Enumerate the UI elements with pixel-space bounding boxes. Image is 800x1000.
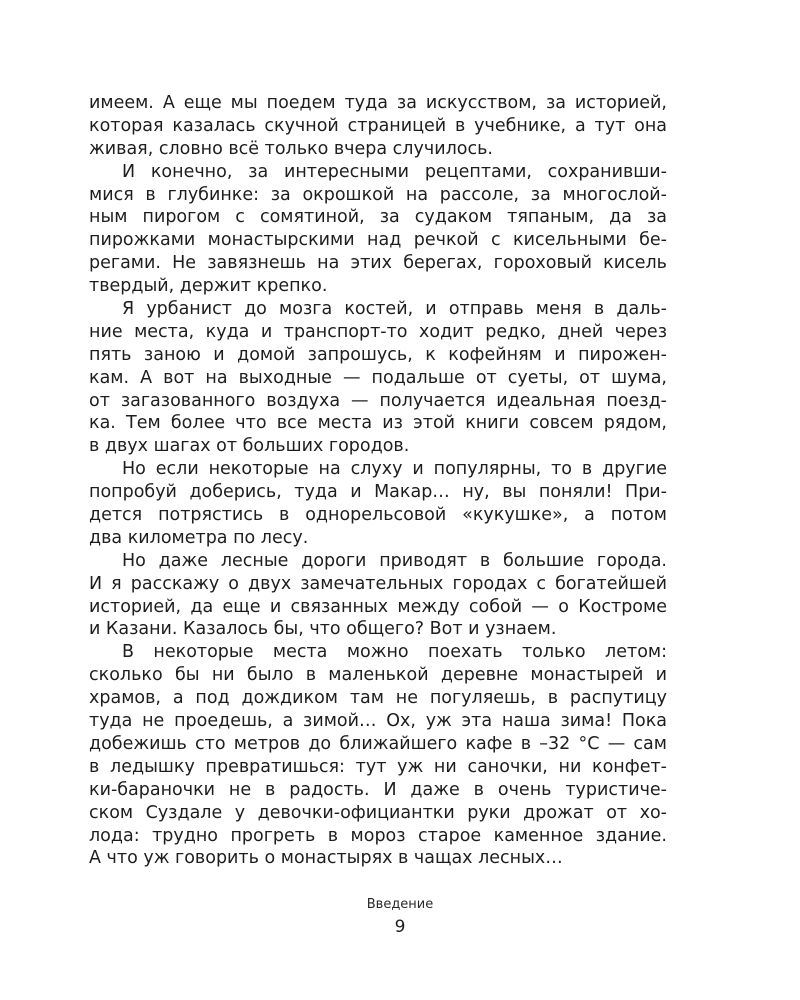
text-line: Но даже лесные дороги приводят в большие города.	[122, 550, 667, 571]
text-line: ние места, куда и транспорт-то ходит редко, дней через	[89, 321, 667, 342]
text-line: имеем. А еще мы поедем туда за искусством, за историей,	[89, 93, 667, 113]
text-line: дется потрястись в однорельсовой «кукушке», а потом	[89, 505, 667, 526]
paragraph	[89, 161, 667, 298]
page-body-text	[89, 92, 667, 870]
text-line: Я урбанист до мозга костей, и отправь меня в даль-	[122, 299, 667, 320]
text-line: И я расскажу о двух замечательных городах с богатейшей	[89, 573, 667, 594]
paragraph	[89, 550, 667, 642]
text-line: ки-бараночки не в радость. И даже в очень туристиче-	[89, 779, 667, 800]
text-line: попробуй доберись, туда и Макар… ну, вы поняли! При-	[89, 482, 667, 503]
text-line: твердый, держит крепко.	[89, 276, 328, 297]
text-line: в ледышку превратишься: тут уж ни саночки, ни конфет-	[89, 756, 667, 777]
text-line: пирожками монастырскими над речкой с кисельными бе-	[89, 230, 667, 251]
text-line: и Казани. Казалось бы, что общего? Вот и узнаем.	[89, 619, 557, 640]
text-line: ка. Тем более что все места из этой книги совсем рядом,	[89, 413, 667, 434]
paragraph	[89, 641, 667, 870]
paragraph	[89, 458, 667, 550]
text-line: ным пирогом с сомятиной, за судаком тяпаным, да за	[89, 207, 667, 228]
text-line: В некоторые места можно поехать только летом:	[122, 642, 667, 663]
running-footer-section: Введение	[366, 897, 434, 912]
text-line: от загазованного воздуха — получается идеальная поезд-	[89, 390, 667, 411]
text-line: регами. Не завязнешь на этих берегах, гороховый кисель	[89, 253, 667, 274]
text-line: ском Суздале у девочки-официантки руки дрожат от хо-	[89, 802, 667, 823]
paragraph	[89, 92, 667, 161]
text-line: пять заною и домой запрошусь, к кофейням и пирожен-	[89, 344, 667, 365]
text-line: которая казалась скучной страницей в учебнике, а тут она	[89, 115, 667, 136]
text-line: два километра по лесу.	[89, 527, 309, 548]
text-line: в двух шагах от больших городов.	[89, 436, 410, 457]
text-line: кам. А вот на выходные — подальше от суеты, от шума,	[89, 367, 667, 388]
text-line: живая, словно всё только вчера случилось.	[89, 138, 493, 159]
text-line: И конечно, за интересными рецептами, сохранивши-	[122, 161, 667, 182]
text-line: сколько бы ни было в маленькой деревне монастырей и	[89, 665, 667, 686]
page-number: 9	[394, 917, 406, 937]
paragraph	[89, 298, 667, 458]
text-line: мися в глубинке: за окрошкой на рассоле, за многослой-	[89, 184, 667, 205]
text-line: туда не проедешь, а зимой… Ох, уж эта наша зима! Пока	[89, 711, 667, 732]
text-line: Но если некоторые на слуху и популярны, то в другие	[122, 459, 667, 480]
text-line: лода: трудно прогреть в мороз старое каменное здание.	[89, 825, 667, 846]
text-line: А что уж говорить о монастырях в чащах лесных…	[89, 848, 563, 869]
text-line: добежишь сто метров до ближайшего кафе в –32 °С — сам	[89, 733, 667, 754]
text-line: историей, да еще и связанных между собой — о Костроме	[89, 596, 667, 617]
text-line: храмов, а под дождиком там не погуляешь, в распутицу	[89, 688, 667, 709]
